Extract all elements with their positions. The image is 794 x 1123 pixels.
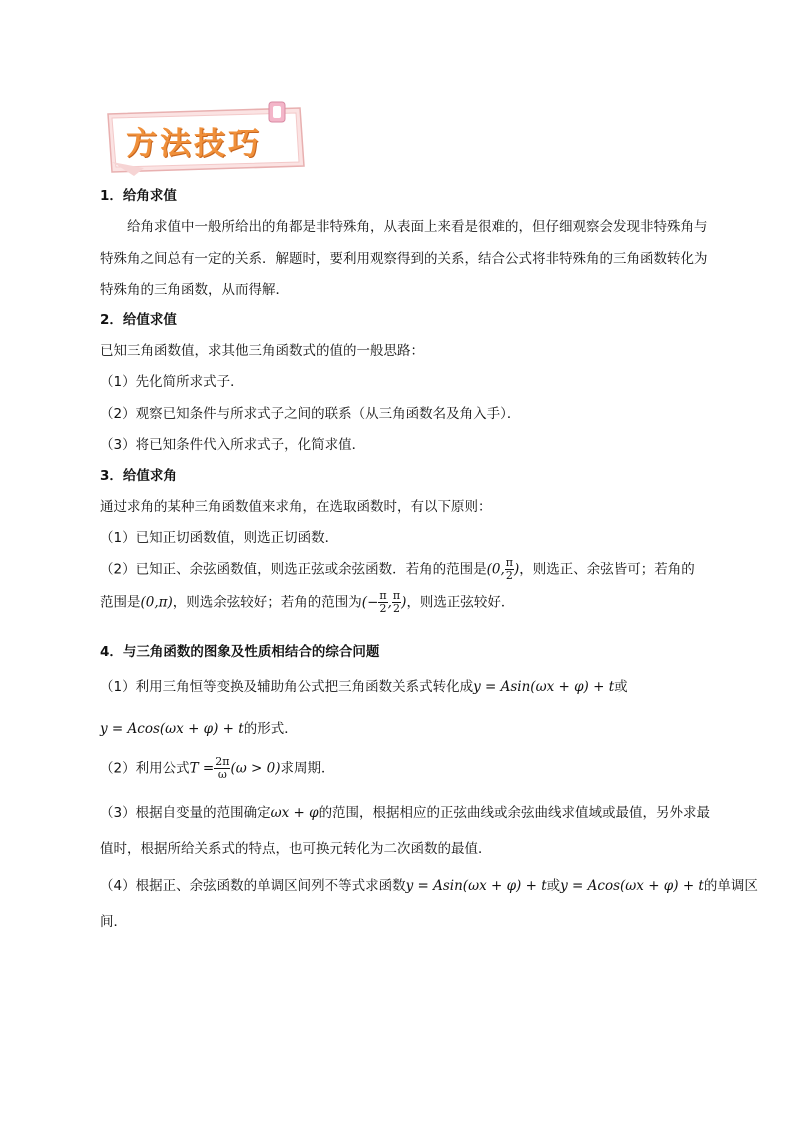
section-2-intro: 已知三角函数值，求其他三角函数式的值的一般思路： [100, 343, 424, 359]
item-2-text-e: ，则选正弦较好． [406, 594, 515, 611]
item-2-text-b: 求周期． [280, 760, 335, 777]
pi-over-2-fraction-2 [392, 590, 401, 615]
fraction-denominator: 2 [379, 602, 387, 615]
section-1-heading: 1．给角求值 [100, 188, 177, 204]
range-2: (0,π) [140, 594, 173, 611]
item-4-text-c: 的单调区 [703, 878, 758, 894]
section-2-item-3: （3）将已知条件代入所求式子，化简求值． [100, 437, 366, 453]
item-2-text-b: ，则选正、余弦皆可；若角的 [519, 561, 695, 578]
section-3-item-1: （1）已知正切函数值，则选正切函数． [100, 530, 339, 546]
item-3-text-a: （3）根据自变量的范围确定 [100, 805, 271, 821]
item-2-text-d: ，则选余弦较好；若角的范围为 [172, 594, 362, 611]
section-4-item-1-line-2 [100, 719, 298, 739]
fraction-numerator: π [505, 556, 513, 569]
section-2-heading: 2．给值求值 [100, 312, 177, 328]
formula-cos: y = Acos(ωx + φ) + t [100, 721, 244, 737]
item-4-text-a: （4）根据正、余弦函数的单调区间列不等式求函数 [100, 878, 406, 894]
section-4-item-1-line-1 [100, 677, 628, 697]
formula-phase: ωx + φ [270, 805, 319, 821]
fraction-numerator: π [392, 589, 401, 602]
fraction-denominator: 2 [505, 569, 513, 582]
section-3-heading: 3．给值求角 [100, 468, 177, 484]
fraction-denominator: 2 [393, 602, 401, 615]
fraction-numerator: π [379, 589, 387, 602]
fraction-denominator: ω [217, 768, 227, 781]
formula-cos-2: y = Acos(ωx + φ) + t [560, 878, 704, 894]
neg-pi-over-2-fraction [378, 590, 387, 615]
range-1-open: (0, [486, 561, 505, 578]
section-4-item-4-line-2: 间． [100, 914, 127, 930]
item-1-text-a: （1）利用三角恒等变换及辅助角公式把三角函数关系式转化成 [100, 679, 474, 695]
section-banner [104, 100, 309, 176]
section-4-item-4-line-1 [100, 876, 758, 896]
banner-title: 方法技巧 [126, 126, 262, 162]
item-3-text-b: 的范围，根据相应的正弦曲线或余弦曲线求值域或最值，另外求最 [318, 805, 711, 821]
item-1-text-b: 或 [614, 679, 628, 695]
item-4-text-b: 或 [546, 878, 561, 894]
range-1-close: ) [513, 561, 520, 578]
range-3-open: (− [361, 594, 379, 611]
section-1-body: 给角求值中一般所给出的角都是非特殊角，从表面上来看是很难的，但仔细观察会发现非特殊角与特殊角之间总有一定的关系．解题时，要利用观察得到的关系，结合公式将非特殊角的三角函数转化为特殊角的三角函数，从而得解． [100, 219, 708, 298]
section-4-heading: 4．与三角函数的图象及性质相结合的综合问题 [100, 644, 380, 660]
fraction-numerator: 2π [215, 755, 230, 768]
section-3-item-2-line-1 [100, 557, 695, 582]
two-pi-over-omega-fraction [214, 756, 230, 781]
formula-T-left: T = [189, 760, 215, 777]
item-2-text-a: （2）利用公式 [100, 760, 190, 777]
item-2-text-a: （2）已知正、余弦函数值，则选正弦或余弦函数．若角的范围是 [100, 561, 487, 578]
section-4-item-3-line-2: 值时，根据所给关系式的特点，也可换元转化为二次函数的最值． [100, 841, 492, 857]
section-4-item-3-line-1 [100, 803, 710, 823]
formula-sin: y = Asin(ωx + φ) + t [473, 679, 615, 695]
formula-sin-2: y = Asin(ωx + φ) + t [405, 878, 547, 894]
item-1-text-c: 的形式． [243, 721, 298, 737]
item-2-text-c: 范围是 [100, 594, 141, 611]
section-2-item-2: （2）观察已知条件与所求式子之间的联系（从三角函数名及角入手）． [100, 406, 521, 422]
range-3-close: ) [401, 594, 407, 611]
section-2-item-1: （1）先化简所求式子． [100, 374, 244, 390]
formula-T-condition: (ω > 0) [230, 760, 281, 777]
section-4-item-2 [100, 756, 334, 781]
section-3-item-2-line-2 [100, 590, 514, 615]
range-3-comma: , [387, 594, 392, 611]
section-3-intro: 通过求角的某种三角函数值来求角，在选取函数时，有以下原则： [100, 499, 492, 515]
pi-over-2-fraction [505, 557, 514, 582]
